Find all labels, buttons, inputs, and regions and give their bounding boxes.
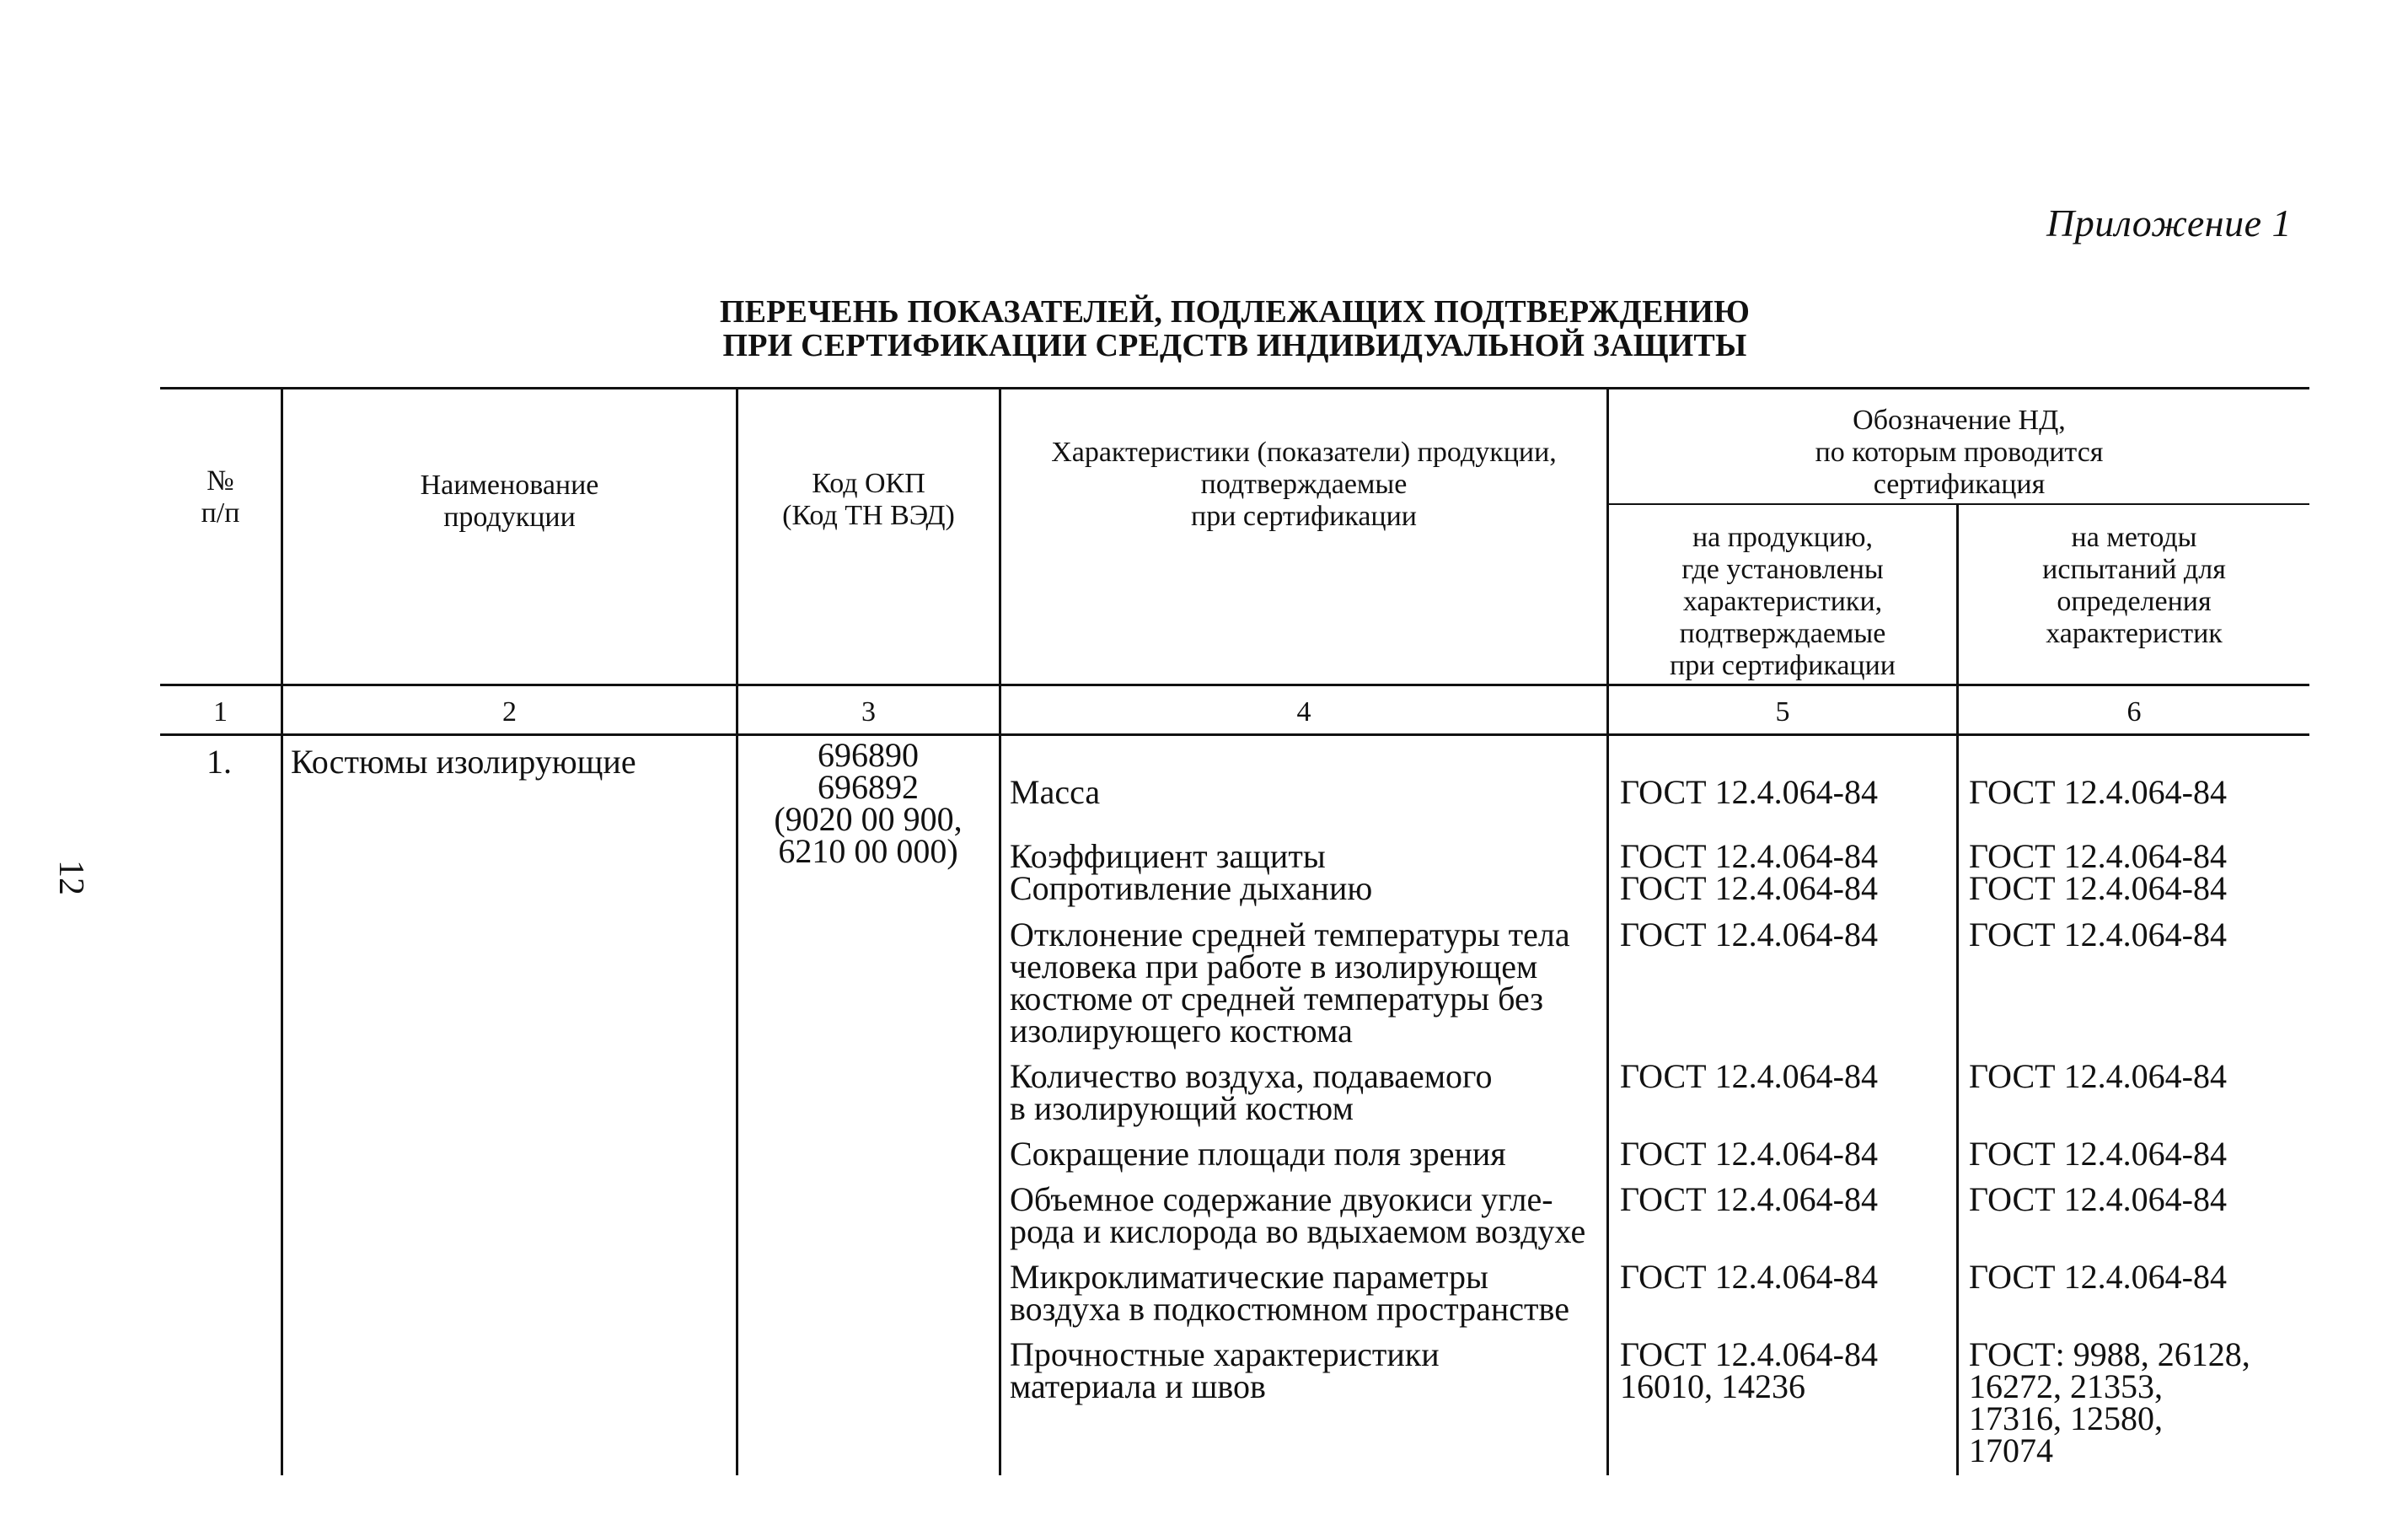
appendix-label: Приложение 1 bbox=[2046, 201, 2292, 244]
okp-code-1: 696890 bbox=[818, 736, 919, 774]
gost-method: ГОСТ 12.4.064-84 bbox=[1969, 773, 2227, 811]
col-divider-3 bbox=[999, 388, 1001, 1475]
gost-product: ГОСТ 12.4.064-84 bbox=[1620, 837, 1878, 875]
header-product-name: Наименование продукции bbox=[420, 470, 599, 533]
okp-code-3: (9020 00 900, bbox=[774, 800, 963, 838]
product-name: Костюмы изолирующие bbox=[291, 743, 636, 781]
col-divider-1 bbox=[281, 388, 283, 1475]
column-number-1: 1 bbox=[213, 696, 228, 728]
column-number-3: 3 bbox=[861, 696, 876, 728]
column-number-5: 5 bbox=[1775, 696, 1790, 728]
table-top-rule bbox=[160, 387, 2309, 389]
header-bottom-rule bbox=[160, 684, 2309, 686]
header-nd-group: Обозначение НД, по которым проводится сертификация bbox=[1815, 405, 2104, 500]
header-characteristics: Характеристики (показатели) продукции, подтверждаемые при сертификации bbox=[1051, 437, 1557, 532]
characteristic-item: Объемное содержание двуокиси угле- рода и кислорода во вдыхаемом воздухе bbox=[1010, 1180, 1586, 1250]
characteristic-item: Прочностные характеристики материала и швов bbox=[1010, 1335, 1440, 1405]
title-line-1: ПЕРЕЧЕНЬ ПОКАЗАТЕЛЕЙ, ПОДЛЕЖАЩИХ ПОДТВЕРЖДЕНИЮ bbox=[719, 294, 1751, 330]
okp-code-2: 696892 bbox=[818, 768, 919, 806]
okp-codes bbox=[737, 736, 999, 870]
gost-product: ГОСТ 12.4.064-84 bbox=[1620, 869, 1878, 907]
gost-method: ГОСТ 12.4.064-84 bbox=[1969, 1180, 2227, 1218]
characteristic-item: Отклонение средней температуры тела человека при работе в изолирующем костюме от средней температуры без изолирующего костюма bbox=[1010, 916, 1570, 1050]
characteristic-item: Коэффициент защиты bbox=[1010, 837, 1326, 875]
gost-method: ГОСТ 12.4.064-84 bbox=[1969, 837, 2227, 875]
header-okp-code: Код ОКП (Код ТН ВЭД) bbox=[782, 468, 955, 531]
gost-product: ГОСТ 12.4.064-84 bbox=[1620, 773, 1878, 811]
characteristic-item: Сопротивление дыханию bbox=[1010, 869, 1373, 907]
characteristic-item: Количество воздуха, подаваемого в изолирующий костюм bbox=[1010, 1057, 1493, 1127]
header-num: № п/п bbox=[201, 465, 240, 529]
gost-product: ГОСТ 12.4.064-84 bbox=[1620, 1258, 1878, 1296]
column-number-6: 6 bbox=[2126, 696, 2142, 728]
gost-method: ГОСТ 12.4.064-84 bbox=[1969, 916, 2227, 953]
document-title bbox=[160, 295, 2309, 363]
column-numbers-rule bbox=[160, 733, 2309, 736]
gost-method: ГОСТ 12.4.064-84 bbox=[1969, 869, 2227, 907]
gost-method: ГОСТ 12.4.064-84 bbox=[1969, 1057, 2227, 1095]
title-line-2: ПРИ СЕРТИФИКАЦИИ СРЕДСТВ ИНДИВИДУАЛЬНОЙ ЗАЩИТЫ bbox=[722, 328, 1747, 363]
gost-method: ГОСТ 12.4.064-84 bbox=[1969, 1258, 2227, 1296]
characteristic-item: Сокращение площади поля зрения bbox=[1010, 1135, 1506, 1173]
gost-method: ГОСТ 12.4.064-84 bbox=[1969, 1135, 2227, 1173]
col-divider-2 bbox=[736, 388, 738, 1475]
okp-code-4: 6210 00 000) bbox=[778, 832, 958, 870]
gost-product: ГОСТ 12.4.064-84 bbox=[1620, 916, 1878, 953]
gost-product: ГОСТ 12.4.064-84 bbox=[1620, 1180, 1878, 1218]
gost-method: ГОСТ: 9988, 26128, 16272, 21353, 17316, 12580, 17074 bbox=[1969, 1335, 2250, 1469]
characteristic-item: Микроклиматические параметры воздуха в подкостюмном пространстве bbox=[1010, 1258, 1569, 1328]
page-number: 12 bbox=[51, 860, 90, 895]
row-number: 1. bbox=[206, 743, 232, 781]
characteristic-item: Масса bbox=[1010, 773, 1101, 811]
column-number-4: 4 bbox=[1296, 696, 1311, 728]
column-number-2: 2 bbox=[502, 696, 517, 728]
header-nd-methods: на методы испытаний для определения характеристик bbox=[2042, 522, 2226, 649]
gost-product: ГОСТ 12.4.064-84 bbox=[1620, 1057, 1878, 1095]
gost-product: ГОСТ 12.4.064-84 bbox=[1620, 1135, 1878, 1173]
gost-product: ГОСТ 12.4.064-84 16010, 14236 bbox=[1620, 1335, 1878, 1405]
header-nd-product: на продукцию, где установлены характеристики, подтверждаемые при сертификации bbox=[1670, 522, 1896, 681]
nd-group-rule bbox=[1608, 503, 2309, 505]
